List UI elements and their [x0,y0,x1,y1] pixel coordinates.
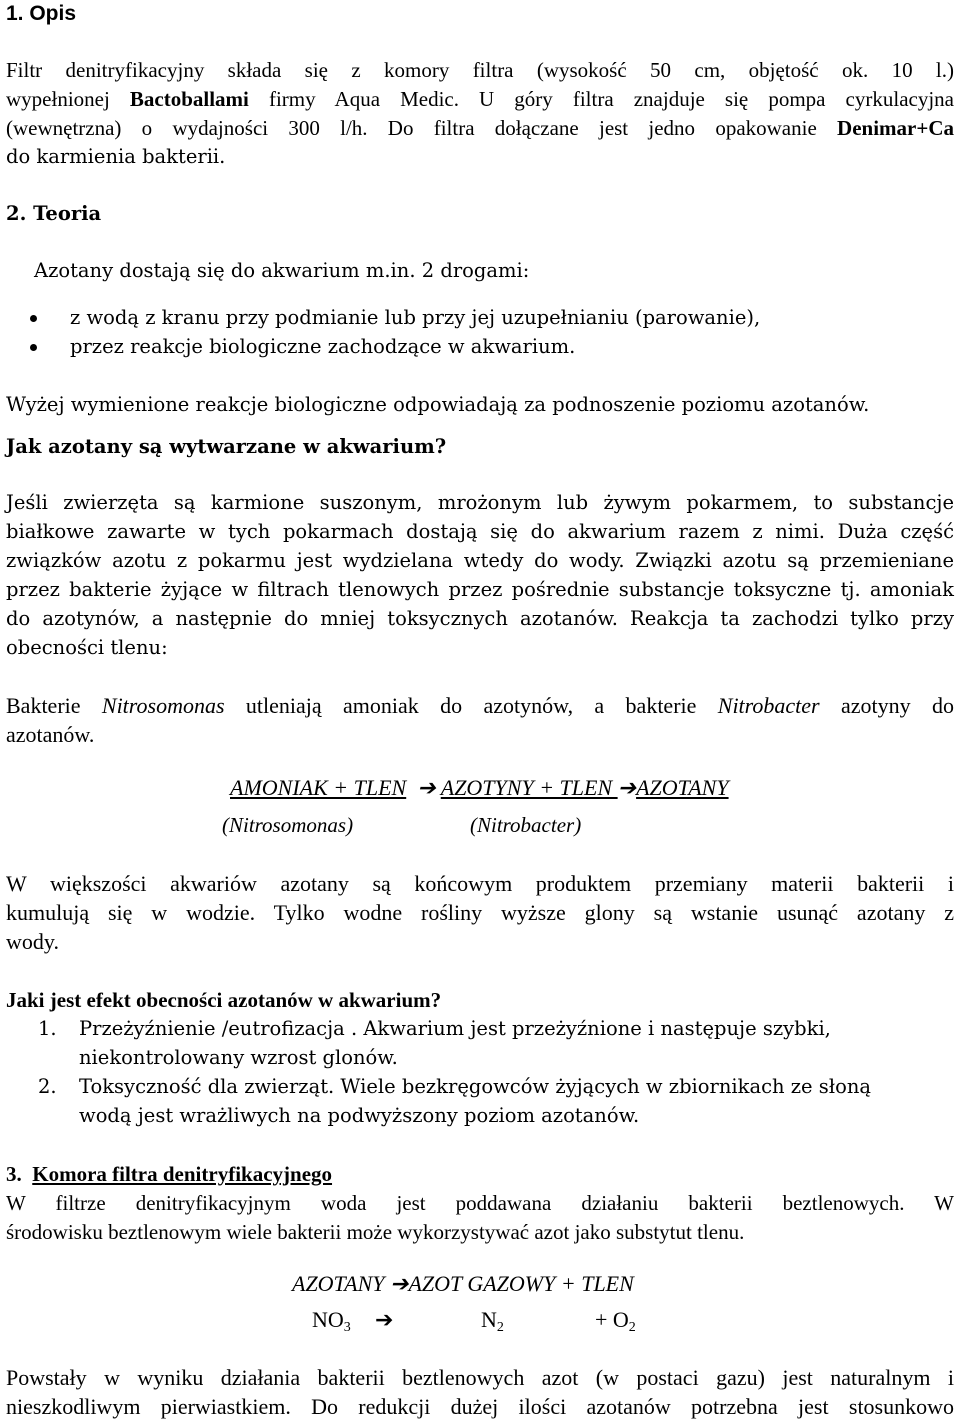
bullet-dot-icon [30,315,37,322]
paragraph-line: W większości akwariów azotany są końcowym produktem przemiany materii bakterii i [6,871,954,896]
paragraph-line: wypełnionej Bactoballami firmy Aqua Medic. U góry filtra znajduje się pompa cyrkulacyjna [6,87,954,111]
paragraph-line: nieszkodliwym pierwiastkiem. Do redukcji dużej ilości azotanów potrzebna jest stosunkowo [6,1394,954,1419]
reaction-equation: AMONIAK + TLEN ➔ AZOTYNY + TLEN ➔AZOTANY [230,775,729,800]
list-number: 2. [38,1075,57,1098]
bullet-dot-icon [30,344,37,351]
section-3-heading: 3. Komora filtra denitryfikacyjnego [6,1162,333,1186]
arrow-right-icon: ➔ [390,1271,409,1296]
paragraph-line: kumulują się w wodzie. Tylko wodne rośliny wyższe glony są wstanie usunąć azotany z [6,900,954,925]
paragraph-line: Filtr denitryfikacyjny składa się z komory filtra (wysokość 50 cm, objętość ok. 10 l.) [6,58,954,82]
paragraph-line: azotanów. [6,722,95,747]
paragraph-line: Wyżej wymienione reakcje biologiczne odpowiadają za podnoszenie poziomu azotanów. [6,393,870,416]
paragraph-line: W filtrze denitryfikacyjnym woda jest poddawana działaniu bakterii beztlenowych. W [6,1191,954,1215]
paragraph-line: Powstały w wyniku działania bakterii beztlenowych azot (w postaci gazu) jest naturalnym i [6,1365,954,1390]
document-page: 1. Opis Filtr denitryfikacyjny składa się z komory filtra (wysokość 50 cm, objętość ok. 10 l.) wypełnionej Bactoballami firmy Aqua Medic. U góry filtra znajduje się pompa cyrkulacyjna (wewnętrzna) o wydajności 300 l/h. Do filtra dołączane jest jedno opakowanie Denimar+Ca do karmienia bakterii. 2. Teoria Azotany dostają się do akwarium m.in. 2 drogami: z wodą z kranu przy podmianie lub przy jej uzupełnianiu (parowanie), przez reakcje biologiczne zachodzące w akwarium. Wyżej wymienione reakcje biologiczne odpowiadają za podnoszenie poziomu azotanów. Jak azotany są wytwarzane w akwarium? Jeśli zwierzęta są karmione suszonym, mrożonym lub żywym pokarmem, to substancje białkowe zawarte w tych pokarmach dostają się do akwarium razem z nimi. Duża część związków azotu z pokarmu jest wydzielana wtedy do wody. Związki azotu są przemieniane przez bakterie żyjące w filtrach tlenowych przez pośrednie substancje toksyczne tj. amoniak do azotynów, a następnie do mniej toksycznych azotanów. Reakcja ta zachodzi tylko przy obecności tlenu: Bakterie Nitrosomonas utleniają amoniak do azotynów, a bakterie Nitrobacter azotyny do azotanów. AMONIAK + TLEN ➔ AZOTYNY + TLEN ➔AZOTANY (Nitrosomonas) (Nitrobacter) W większości akwariów azotany są końcowym produktem przemiany materii bakterii i kumulują się w wodzie. Tylko wodne rośliny wyższe glony są wstanie usunąć azotany z wody. Jaki jest efekt obecności azotanów w akwarium? 1. Przeżyźnienie /eutrofizacja . Akwarium jest przeżyźnione i następuje szybki, niekontrolowany wzrost glonów. 2. Toksyczność dla zwierząt. Wiele bezkręgowców żyjących w zbiornikach ze słoną wodą jest wrażliwych na podwyższony poziom azotanów. 3. Komora filtra denitryfikacyjnego W filtrze denitryfikacyjnym woda jest poddawana działaniu bakterii beztlenowych. W środowisku beztlenowym wiele bakterii może wykorzystywać azot jako substytut tlenu. AZOTANY ➔AZOT GAZOWY + TLEN $NO_3$ ➔ $N_2$ + $O_2$ Powstały w wyniku działania bakterii beztlenowych azot (w postaci gazu) jest naturalnym i nieszkodliwym pierwiastkiem. Do redukcji dużej ilości azotanów potrzebna jest stosunkowo [0,0,960,1424]
reaction-bacteria-label: (Nitrosomonas) [222,813,354,837]
paragraph-line: przez bakterie żyjące w filtrach tlenowych przez pośrednie substancje toksyczne tj. amoniak [6,578,954,601]
list-item-line: Przeżyźnienie /eutrofizacja . Akwarium jest przeżyźnione i następuje szybki, [79,1017,831,1040]
list-item-line: niekontrolowany wzrost glonów. [79,1046,398,1069]
intro-text: Azotany dostają się do akwarium m.in. 2 drogami: [34,259,530,282]
list-item-line: Toksyczność dla zwierząt. Wiele bezkręgowców żyjących w zbiornikach ze słoną [79,1075,872,1098]
paragraph-line: białkowe zawarte w tych pokarmach dostają się do akwarium razem z nimi. Duża część [6,520,954,543]
paragraph-line: wody. [6,929,59,954]
paragraph-line: środowisku beztlenowym wiele bakterii może wykorzystywać azot jako substytut tlenu. [6,1220,745,1244]
paragraph-line: związków azotu z pokarmu jest wydzielana wtedy do wody. Związki azotu są przemieniane [6,549,954,572]
chemical-formula: $N_2$ [481,1307,504,1335]
arrow-right-icon: ➔ [617,775,637,800]
reaction-bacteria-label: (Nitrobacter) [470,813,582,837]
section-1-heading: 1. Opis [6,2,77,25]
paragraph-line: (wewnętrzna) o wydajności 300 l/h. Do filtra dołączane jest jedno opakowanie Denimar+Ca [6,116,954,140]
paragraph-line: do karmienia bakterii. [6,145,226,168]
chemical-formula: + $O_2$ [595,1307,636,1335]
list-number: 1. [38,1017,57,1040]
paragraph-line: obecności tlenu: [6,636,168,659]
chemical-formula: $NO_3$ [312,1307,351,1335]
question-heading: Jak azotany są wytwarzane w akwarium? [6,435,447,458]
list-item-line: wodą jest wrażliwych na podwyższony poziom azotanów. [79,1104,640,1127]
arrow-right-icon: ➔ [417,775,436,800]
paragraph-line: do azotynów, a następnie do mniej toksycznych azotanów. Reakcja ta zachodzi tylko przy [6,607,954,630]
section-2-heading: 2. Teoria [6,202,102,225]
arrow-right-icon: ➔ [375,1307,394,1332]
paragraph-line: Jeśli zwierzęta są karmione suszonym, mrożonym lub żywym pokarmem, to substancje [6,491,954,514]
question-heading: Jaki jest efekt obecności azotanów w akwarium? [6,988,442,1012]
reaction-equation: AZOTANY ➔AZOT GAZOWY + TLEN [292,1271,634,1296]
paragraph-line: Bakterie Nitrosomonas utleniają amoniak do azotynów, a bakterie Nitrobacter azotyny do [6,693,954,718]
